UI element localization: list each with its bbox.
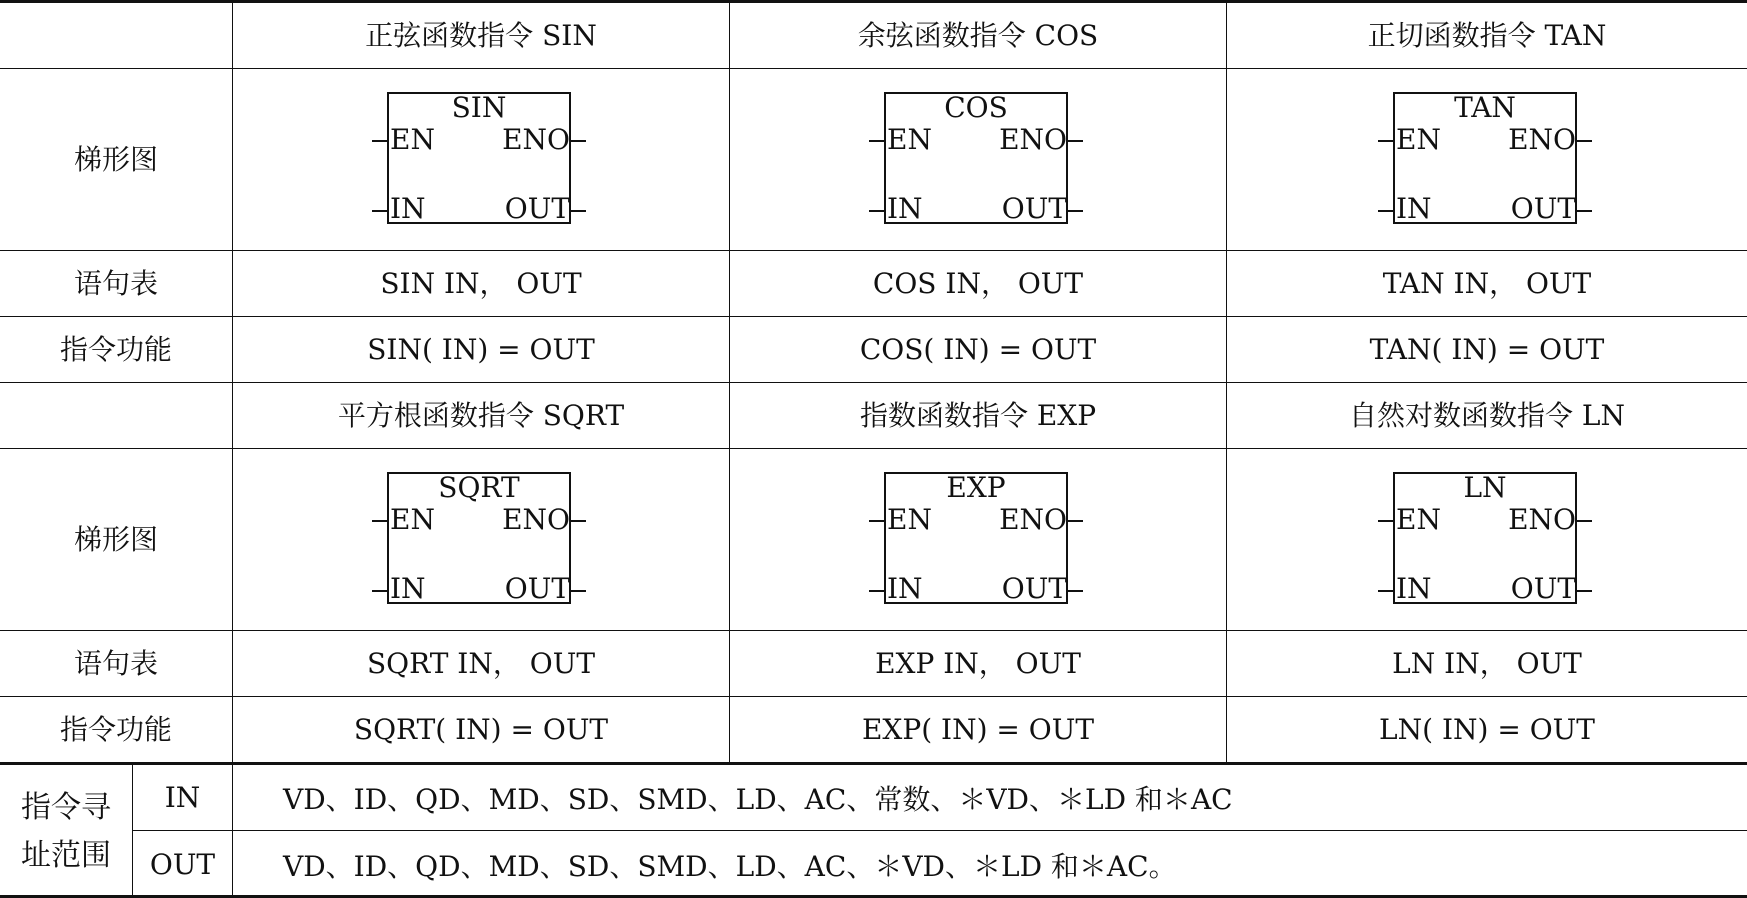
ladder-block (372, 472, 590, 608)
ladder-row-1 (0, 69, 1747, 251)
column-header: 平方根函数指令 SQRT (233, 383, 730, 449)
pin-eno: ENO (999, 122, 1067, 156)
in-wire (1378, 590, 1393, 592)
eno-wire (1068, 520, 1083, 522)
pin-in: IN (1396, 191, 1432, 225)
function-cell: LN( IN) = OUT (1227, 697, 1747, 763)
pin-in: IN (390, 191, 426, 225)
function-cell: SIN( IN) = OUT (233, 317, 730, 383)
eno-wire (1068, 140, 1083, 142)
row-label-function: 指令功能 (0, 697, 233, 763)
pin-en: EN (887, 122, 932, 156)
addressing-label (0, 765, 133, 898)
ladder-block (869, 472, 1087, 608)
ladder-block (869, 92, 1087, 228)
ladder-block (1378, 472, 1596, 608)
row-label-stl: 语句表 (0, 631, 233, 697)
en-wire (372, 140, 387, 142)
out-wire (1068, 590, 1083, 592)
addressing-label-line1: 指令寻 (21, 789, 111, 825)
en-wire (869, 520, 884, 522)
row-label-stl: 语句表 (0, 251, 233, 317)
pin-eno: ENO (502, 502, 570, 536)
out-wire (571, 590, 586, 592)
out-wire (1577, 210, 1592, 212)
block-name: EXP (946, 470, 1006, 504)
addressing-in-value: VD、ID、QD、MD、SD、SMD、LD、AC、常数、＊VD、＊LD 和＊AC (233, 765, 1747, 831)
ladder-cell (1227, 69, 1747, 251)
block-name: SQRT (438, 470, 520, 504)
function-row-1 (0, 317, 1747, 383)
function-cell: EXP( IN) = OUT (730, 697, 1227, 763)
eno-wire (1577, 520, 1592, 522)
column-header: 正弦函数指令 SIN (233, 3, 730, 69)
function-cell: COS( IN) = OUT (730, 317, 1227, 383)
addressing-out-label: OUT (133, 831, 233, 898)
addressing-out-value: VD、ID、QD、MD、SD、SMD、LD、AC、＊VD、＊LD 和＊AC。 (283, 849, 1177, 883)
eno-wire (571, 140, 586, 142)
addressing-section (0, 765, 1747, 898)
stl-cell: TAN IN， OUT (1227, 251, 1747, 317)
pin-out: OUT (1001, 571, 1067, 605)
pin-out: OUT (1510, 571, 1576, 605)
ladder-cell (233, 69, 730, 251)
pin-in: IN (390, 571, 426, 605)
empty-corner-cell (0, 383, 233, 449)
ladder-cell (730, 449, 1227, 631)
pin-out: OUT (1001, 191, 1067, 225)
en-wire (372, 520, 387, 522)
eno-wire (571, 520, 586, 522)
row-label-function: 指令功能 (0, 317, 233, 383)
out-wire (571, 210, 586, 212)
en-wire (1378, 520, 1393, 522)
pin-out: OUT (504, 191, 570, 225)
column-header: 自然对数函数指令 LN (1227, 383, 1747, 449)
ladder-cell (233, 449, 730, 631)
stl-cell: LN IN， OUT (1227, 631, 1747, 697)
in-wire (869, 590, 884, 592)
ladder-cell (1227, 449, 1747, 631)
block-name: TAN (1454, 90, 1516, 124)
ladder-block (1378, 92, 1596, 228)
out-wire (1577, 590, 1592, 592)
en-wire (869, 140, 884, 142)
function-cell: TAN( IN) = OUT (1227, 317, 1747, 383)
out-wire (1068, 210, 1083, 212)
block-name: SIN (451, 90, 507, 124)
addressing-in-label: IN (133, 765, 233, 831)
pin-en: EN (887, 502, 932, 536)
pin-in: IN (1396, 571, 1432, 605)
pin-eno: ENO (999, 502, 1067, 536)
pin-eno: ENO (502, 122, 570, 156)
pin-en: EN (1396, 502, 1441, 536)
block-name: LN (1463, 470, 1507, 504)
stl-row-1 (0, 251, 1747, 317)
column-header: 余弦函数指令 COS (730, 3, 1227, 69)
ladder-row-2 (0, 449, 1747, 631)
function-cell: SQRT( IN) = OUT (233, 697, 730, 763)
header-row-1 (0, 3, 1747, 69)
stl-row-2 (0, 631, 1747, 697)
en-wire (1378, 140, 1393, 142)
ladder-block (372, 92, 590, 228)
in-wire (372, 590, 387, 592)
pin-in: IN (887, 191, 923, 225)
stl-cell: COS IN， OUT (730, 251, 1227, 317)
pin-en: EN (1396, 122, 1441, 156)
in-wire (869, 210, 884, 212)
stl-cell: EXP IN， OUT (730, 631, 1227, 697)
ladder-cell (730, 69, 1227, 251)
pin-out: OUT (1510, 191, 1576, 225)
function-row-2 (0, 697, 1747, 765)
in-wire (372, 210, 387, 212)
pin-out: OUT (504, 571, 570, 605)
pin-in: IN (887, 571, 923, 605)
pin-en: EN (390, 502, 435, 536)
pin-eno: ENO (1508, 122, 1576, 156)
column-header: 正切函数指令 TAN (1227, 3, 1747, 69)
eno-wire (1577, 140, 1592, 142)
pin-en: EN (390, 122, 435, 156)
stl-cell: SIN IN， OUT (233, 251, 730, 317)
pin-eno: ENO (1508, 502, 1576, 536)
addressing-label-line2: 址范围 (21, 837, 111, 873)
block-name: COS (944, 90, 1008, 124)
column-header: 指数函数指令 EXP (730, 383, 1227, 449)
header-row-2 (0, 383, 1747, 449)
in-wire (1378, 210, 1393, 212)
row-label-ladder: 梯形图 (0, 69, 233, 251)
stl-cell: SQRT IN， OUT (233, 631, 730, 697)
empty-corner-cell (0, 3, 233, 69)
row-label-ladder: 梯形图 (0, 449, 233, 631)
